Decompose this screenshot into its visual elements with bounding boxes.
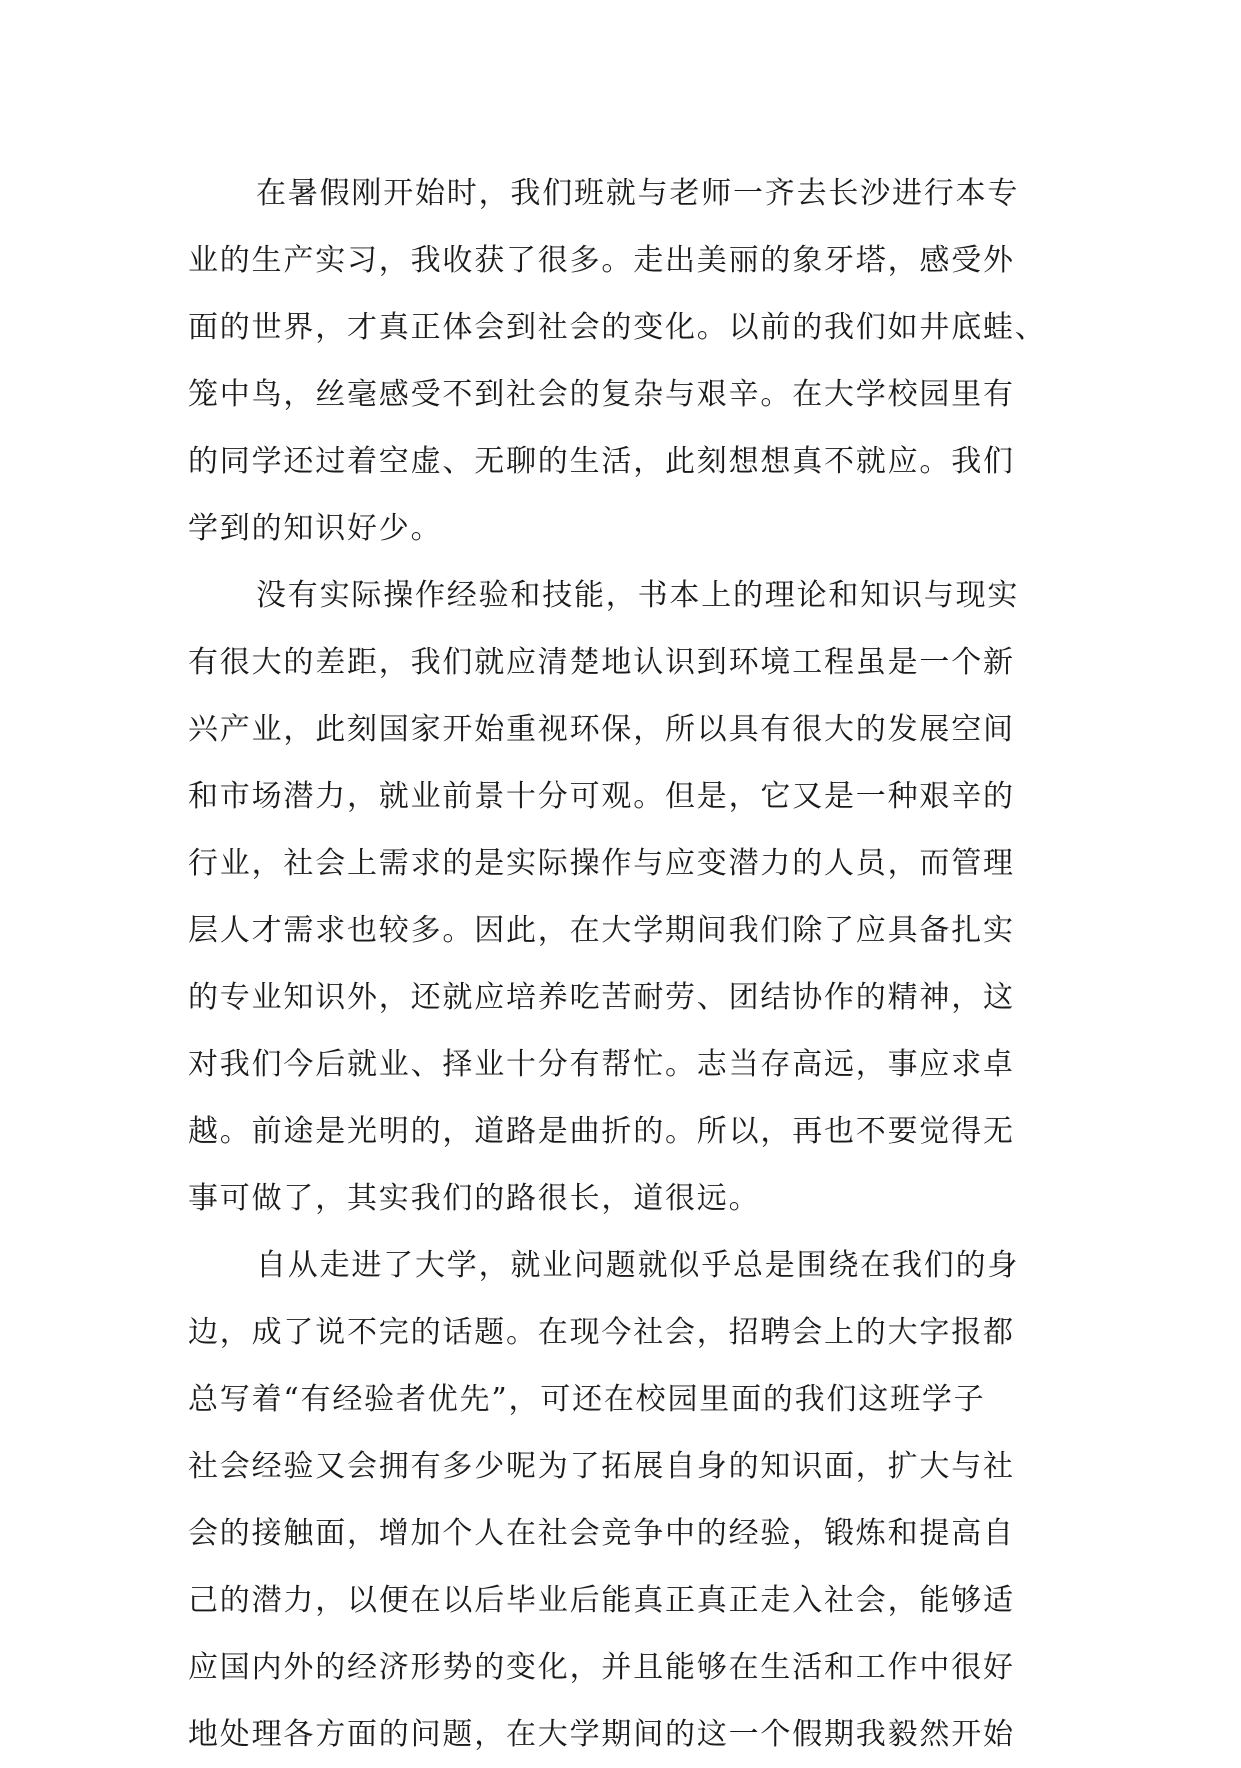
text-line: 的专业知识外，还就应培养吃苦耐劳、团结协作的精神，这 [188,980,1015,1015]
text-line: 社会经验又会拥有多少呢为了拓展自身的知识面，扩大与社 [188,1449,1015,1484]
text-line: 行业，社会上需求的是实际操作与应变潜力的人员，而管理 [188,846,1015,881]
text-line: 会的接触面，增加个人在社会竞争中的经验，锻炼和提高自 [188,1516,1015,1551]
text-line: 和市场潜力，就业前景十分可观。但是，它又是一种艰辛的 [188,779,1015,814]
text-line: 在暑假刚开始时，我们班就与老师一齐去长沙进行本专 [256,176,1020,211]
text-line: 没有实际操作经验和技能，书本上的理论和知识与现实 [256,578,1020,613]
document-body [188,160,1058,1768]
text-line: 总写着“有经验者优先”，可还在校园里面的我们这班学子 [188,1382,986,1417]
text-line: 层人才需求也较多。因此，在大学期间我们除了应具备扎实 [188,913,1015,948]
paragraph-2 [188,562,1058,1232]
text-line: 有很大的差距，我们就应清楚地认识到环境工程虽是一个新 [188,645,1015,680]
text-line: 自从走进了大学，就业问题就似乎总是围绕在我们的身 [256,1248,1020,1283]
text-line: 业的生产实习，我收获了很多。走出美丽的象牙塔，感受外 [188,243,1015,278]
text-line: 边，成了说不完的话题。在现今社会，招聘会上的大字报都 [188,1315,1015,1350]
text-line: 对我们今后就业、择业十分有帮忙。志当存高远，事应求卓 [188,1047,1015,1082]
text-line: 事可做了，其实我们的路很长，道很远。 [188,1181,761,1216]
text-line: 地处理各方面的问题，在大学期间的这一个假期我毅然开始 [188,1717,1015,1752]
text-line: 兴产业，此刻国家开始重视环保，所以具有很大的发展空间 [188,712,1015,747]
text-line: 笼中鸟，丝毫感受不到社会的复杂与艰辛。在大学校园里有 [188,377,1015,412]
paragraph-1 [188,160,1058,562]
text-line: 己的潜力，以便在以后毕业后能真正真正走入社会，能够适 [188,1583,1015,1618]
text-line: 应国内外的经济形势的变化，并且能够在生活和工作中很好 [188,1650,1015,1685]
paragraph-3 [188,1232,1058,1768]
text-line: 面的世界，才真正体会到社会的变化。以前的我们如井底蛙、 [188,310,1047,345]
text-line: 越。前途是光明的，道路是曲折的。所以，再也不要觉得无 [188,1114,1015,1149]
text-line: 的同学还过着空虚、无聊的生活，此刻想想真不就应。我们 [188,444,1015,479]
text-line: 学到的知识好少。 [188,511,443,546]
